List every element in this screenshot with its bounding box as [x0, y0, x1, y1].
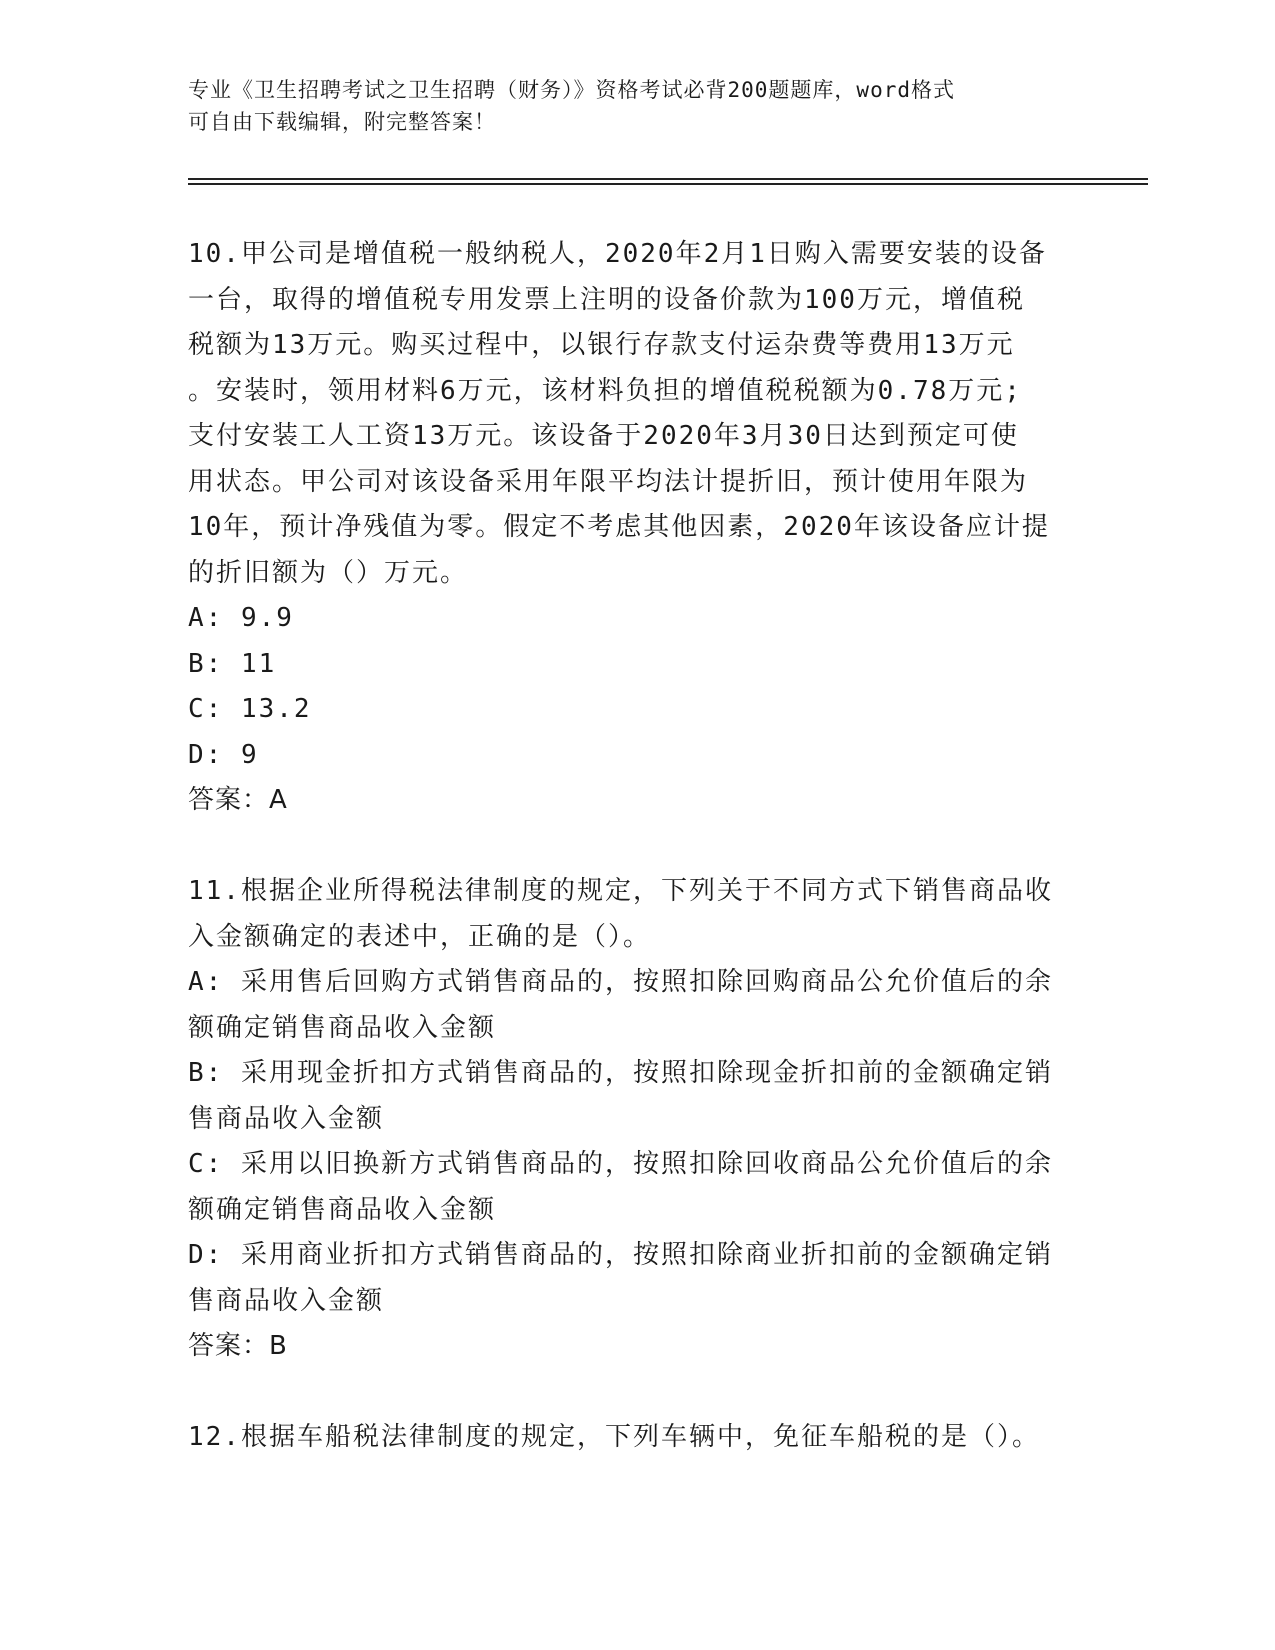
question-text-line: 一台，取得的增值税专用发票上注明的设备价款为100万元，增值税 — [188, 284, 1025, 315]
option-b-continued: 售商品收入金额 — [188, 1103, 385, 1134]
question-text-line: 10年，预计净残值为零。假定不考虑其他因素，2020年该设备应计提 — [188, 512, 1050, 542]
option-d: D: 9 — [188, 739, 259, 770]
question-text-line: 。安装时，领用材料6万元，该材料负担的增值税税额为0.78万元; — [188, 375, 1022, 406]
page-header — [188, 74, 1068, 138]
option-c: C: 13.2 — [188, 694, 312, 724]
option-d: D: 采用商业折扣方式销售商品的，按照扣除商业折扣前的金额确定销 — [188, 1240, 1053, 1270]
header-title-line-2: 可自由下载编辑，附完整答案！ — [188, 110, 496, 134]
option-b: B: 采用现金折扣方式销售商品的，按照扣除现金折扣前的金额确定销 — [188, 1058, 1053, 1088]
question-text-line: 12.根据车船税法律制度的规定，下列车辆中，免征车船税的是（）。 — [188, 1422, 1040, 1452]
question-text-line: 入金额确定的表述中，正确的是（）。 — [188, 921, 652, 952]
question-text-line: 11.根据企业所得税法律制度的规定，下列关于不同方式下销售商品收 — [188, 876, 1053, 906]
question-11 — [188, 869, 1088, 1370]
question-list — [188, 232, 1088, 1461]
option-c-continued: 额确定销售商品收入金额 — [188, 1194, 497, 1225]
header-title-line-1: 专业《卫生招聘考试之卫生招聘（财务）》资格考试必背200题题库，word格式 — [188, 78, 955, 102]
option-a: A: 9.9 — [188, 603, 294, 633]
answer-label: 答案：A — [188, 785, 288, 815]
option-a: A: 采用售后回购方式销售商品的，按照扣除回购商品公允价值后的余 — [188, 967, 1053, 997]
question-text-line: 税额为13万元。购买过程中，以银行存款支付运杂费等费用13万元 — [188, 330, 1015, 360]
question-text-line: 10.甲公司是增值税一般纳税人，2020年2月1日购入需要安装的设备 — [188, 239, 1047, 269]
option-c: C: 采用以旧换新方式销售商品的，按照扣除回收商品公允价值后的余 — [188, 1149, 1053, 1179]
spacer — [188, 1370, 1088, 1416]
option-a-continued: 额确定销售商品收入金额 — [188, 1012, 497, 1043]
question-text-line: 用状态。甲公司对该设备采用年限平均法计提折旧，预计使用年限为 — [188, 466, 1029, 497]
question-12 — [188, 1415, 1088, 1461]
question-text-line: 支付安装工人工资13万元。该设备于2020年3月30日达到预定可使 — [188, 421, 1019, 451]
option-d-continued: 售商品收入金额 — [188, 1285, 385, 1316]
spacer — [188, 824, 1088, 870]
question-10 — [188, 232, 1088, 824]
option-b: B: 11 — [188, 648, 277, 679]
answer-label: 答案：B — [188, 1331, 288, 1361]
header-divider-bottom — [188, 183, 1148, 185]
header-divider-top — [188, 178, 1148, 180]
question-text-line: 的折旧额为（）万元。 — [188, 557, 469, 588]
